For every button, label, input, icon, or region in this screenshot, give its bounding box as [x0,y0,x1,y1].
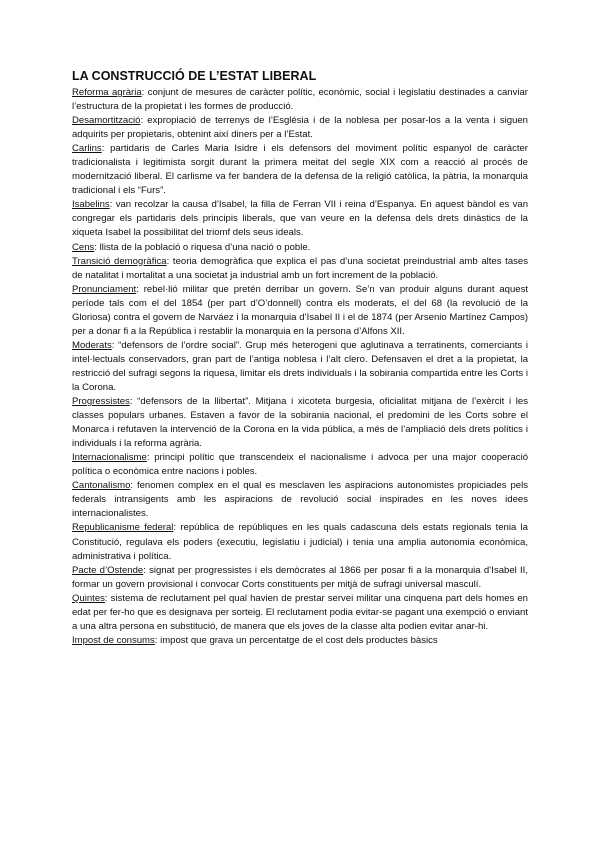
term-separator: : [154,634,161,646]
term-separator: : [101,143,111,155]
glossary-definition: impost que grava un percentatge de el cost dels productes bàsics [160,634,438,646]
glossary-definition: expropiació de terrenys de l’Església i de la noblesa per posar-los a la venta i siguen adquirits per propietaris, obtenint així diners per a l’Estat. [72,115,528,141]
glossary-definition: partidaris de Carles Maria Isidre i els defensors del moviment polític espanyol de caràcter tradicionalista i legitimista sorgit durant la primera meitat del segle XIX com a reacció al procés de modernització liberal. El carlisme va fer bandera de la defensa de la religió catòlica, la pàtria, la monarquia tradicional i els “Furs”. [72,143,528,197]
glossary-term: Quintes [72,592,105,604]
glossary-definition: “defensors de l’ordre social”. Grup més heterogeni que aglutinava a terratinents, comerciants i intel·lectuals conservadors, gran part de l’antiga noblesa i l’alt clero. Defensaven el dret a la propietat, la restricció del sufragi segons la riquesa, limitar els drets individuals i la sobirania compartida entre les Corts i la Corona. [72,339,528,393]
term-separator: : [141,87,148,98]
glossary-list [72,86,528,648]
glossary-entry [72,451,528,479]
glossary-entry [72,255,528,283]
term-separator: : [146,452,155,464]
term-separator: : [173,522,181,534]
glossary-entry [72,395,528,451]
glossary-term: Republicanisme federal [72,522,174,534]
term-separator: : [104,592,111,604]
document-page [72,68,528,648]
glossary-definition: llista de la població o riquesa d’una nació o poble. [99,241,311,253]
term-separator: : [130,480,137,492]
glossary-term: Reforma agrària [72,87,142,98]
document-title: LA CONSTRUCCIÓ DE L’ESTAT LIBERAL [72,69,317,83]
glossary-entry [72,592,528,634]
glossary-term: Pronunciament [72,283,137,295]
glossary-definition: “defensors de la llibertat”. Mitjana i xicoteta burgesia, oficialitat mitjana de l’exèrcit i les classes populars urbanes. Estaven a favor de la sobirania nacional, el predomini de les Corts sobre el Monarca i refutaven la intervenció de la Corona en la vida pública, a més de l’ampliació dels drets polítics i individuals i la reforma agrària. [72,396,528,450]
glossary-definition: fenomen complex en el qual es mesclaven les aspiracions autonomistes propiciades pels federals intransigents amb les aspiracions de revolució social inspirades en les noves idees internacionalistes. [72,480,528,520]
term-separator: : [136,283,144,295]
glossary-entry [72,198,528,240]
glossary-definition: rebel·lió militar que pretén derribar un govern. Se’n van produir alguns durant aquest període tals com el del 1854 (per part d’O’donnell) contra els moderats, el del 68 (la revolució de la Gloriosa) contra el govern de Narváez i la monarquia d’Isabel II i el de 1874 (per Arsenio Martínez Campos) per a donar fi a la República i restablir la monarquia en la persona d’Alfons XII. [72,283,529,337]
glossary-term: Transició demogràfica [72,255,167,267]
term-separator: : [111,339,119,351]
glossary-entry [72,283,528,339]
term-separator: : [129,396,138,408]
glossary-entry [72,634,528,648]
glossary-term: Cens [72,241,95,253]
term-separator: : [94,241,100,253]
glossary-entry [72,241,528,255]
glossary-definition: república de repúbliques en les quals cadascuna dels estats regionals tenia la Constitució, regulava els poders (executiu, legislatiu i judicial) i tenia una amplia autonomia econòmica, administrativa i política. [72,522,528,562]
glossary-term: Carlins [72,143,102,155]
glossary-definition: sistema de reclutament pel qual havien de prestar servei militar una cinquena part dels homes en edat per fer-ho que es designava per sorteig. El reclutament podia evitar-se pagant una exempció o enviant a una altra persona en substitució, de manera que els joves de la classe alta podien evitar anar-hi. [72,592,528,632]
glossary-term: Pacte d’Ostende [72,564,144,576]
glossary-term: Cantonalismo [72,480,131,492]
glossary-term: Moderats [72,339,112,351]
term-separator: : [143,564,150,576]
glossary-definition: van recolzar la causa d’Isabel, la filla de Ferran VII i reina d’Espanya. En aquest bàndol es van congregar els partidaris dels principis liberals, que van veure en la defensa dels drets dinàstics de la xiqueta Isabel la possibilitat del triomf dels seus ideals. [72,199,529,239]
term-separator: : [166,255,173,267]
term-separator: : [109,199,116,211]
glossary-entry [72,479,528,521]
glossary-definition: signat per progressistes i els demòcrates al 1866 per posar fi a la monarquia d’Isabel II, formar un govern provisional i convocar Corts constituents per mitjà de sufragi universal masculí. [72,564,528,590]
glossary-entry [72,564,528,592]
glossary-entry [72,114,528,142]
glossary-term: Internacionalisme [72,452,147,464]
glossary-term: Desamortització [72,115,141,127]
glossary-definition: conjunt de mesures de caràcter polític, econòmic, social i legislatiu destinades a canviar l’estructura de la propietat i les formes de producció. [72,87,528,113]
glossary-term: Isabelins [72,199,110,211]
glossary-definition: teoria demogràfica que explica el pas d’una societat preindustrial amb altes tases de natalitat i mortalitat a una societat ja industrial amb un fort increment de la població. [72,255,529,281]
glossary-definition: principi polític que transcendeix el nacionalisme i advoca per una major cooperació política o econòmica entre nacions i pobles. [72,452,529,478]
glossary-entry [72,521,528,563]
glossary-term: Impost de consums [72,634,155,646]
glossary-term: Progressistes [72,396,130,408]
glossary-entry [72,339,528,395]
term-separator: : [140,115,148,127]
glossary-entry [72,142,528,198]
glossary-entry [72,86,528,114]
